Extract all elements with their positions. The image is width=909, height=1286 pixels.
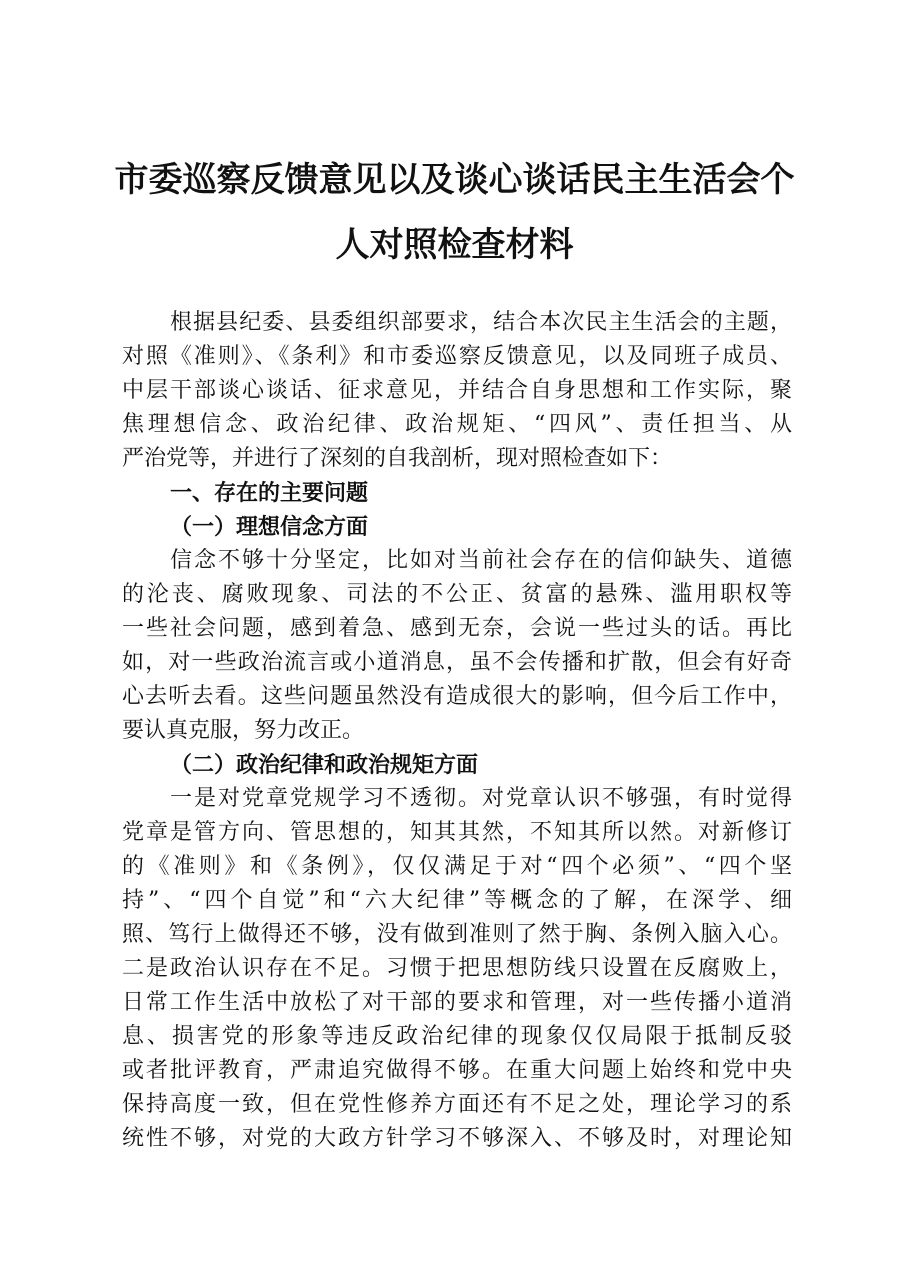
document-title-line-2: 人对照检查材料 — [335, 225, 574, 265]
paragraph-line: 统性不够，对党的大政方针学习不够深入、不够及时，对理论知 — [122, 1126, 792, 1151]
paragraph-line: 对照《准则》、《条利》和市委巡察反馈意见，以及同班子成员、 — [122, 344, 792, 369]
paragraph-line: 持”、“四个自觉”和“六大纪律”等概念的了解，在深学、细 — [122, 888, 792, 913]
paragraph-line: 一些社会问题，感到着急、感到无奈，会说一些过头的话。再比 — [122, 616, 792, 641]
section-heading: 一、存在的主要问题 — [170, 480, 369, 506]
document-body — [122, 306, 792, 1156]
paragraph-line: 心去听去看。这些问题虽然没有造成很大的影响，但今后工作中， — [122, 684, 792, 709]
paragraph-line: 根据县纪委、县委组织部要求，结合本次民主生活会的主题， — [170, 310, 792, 335]
subsection-heading: （二）政治纪律和政治规矩方面 — [170, 752, 479, 778]
paragraph-line: 的《准则》和《条例》，仅仅满足于对“四个必须”、“四个坚 — [122, 854, 792, 879]
paragraph-line: 如，对一些政治流言或小道消息，虽不会传播和扩散，但会有好奇 — [122, 650, 792, 675]
paragraph-line: 照、笃行上做得还不够，没有做到准则了然于胸、条例入脑入心。 — [122, 922, 792, 947]
paragraph-line: 焦理想信念、政治纪律、政治规矩、“四风”、责任担当、从 — [122, 412, 792, 437]
subsection-heading: （一）理想信念方面 — [170, 514, 369, 540]
paragraph-line: 的沦丧、腐败现象、司法的不公正、贫富的悬殊、滥用职权等 — [122, 582, 792, 607]
paragraph-line: 息、损害党的形象等违反政治纪律的现象仅仅局限于抵制反驳 — [122, 1024, 792, 1049]
paragraph-line: 党章是管方向、管思想的，知其其然，不知其所以然。对新修订 — [122, 820, 792, 845]
paragraph-line: 保持高度一致，但在党性修养方面还有不足之处，理论学习的系 — [122, 1092, 792, 1117]
paragraph-line: 信念不够十分坚定，比如对当前社会存在的信仰缺失、道德 — [170, 548, 792, 573]
paragraph-line: 一是对党章党规学习不透彻。对党章认识不够强，有时觉得 — [170, 786, 792, 811]
paragraph-line: 二是政治认识存在不足。习惯于把思想防线只设置在反腐败上， — [122, 956, 792, 981]
paragraph-line: 或者批评教育，严肃追究做得不够。在重大问题上始终和党中央 — [122, 1058, 792, 1083]
paragraph-line: 中层干部谈心谈话、征求意见，并结合自身思想和工作实际，聚 — [122, 378, 792, 403]
paragraph-line: 严治党等，并进行了深刻的自我剖析，现对照检查如下： — [122, 446, 673, 471]
paragraph-line: 要认真克服，努力改正。 — [122, 718, 365, 743]
document-title-line-1: 市委巡察反馈意见以及谈心谈话民主生活会个 — [114, 160, 795, 200]
paragraph-line: 日常工作生活中放松了对干部的要求和管理，对一些传播小道消 — [122, 990, 792, 1015]
